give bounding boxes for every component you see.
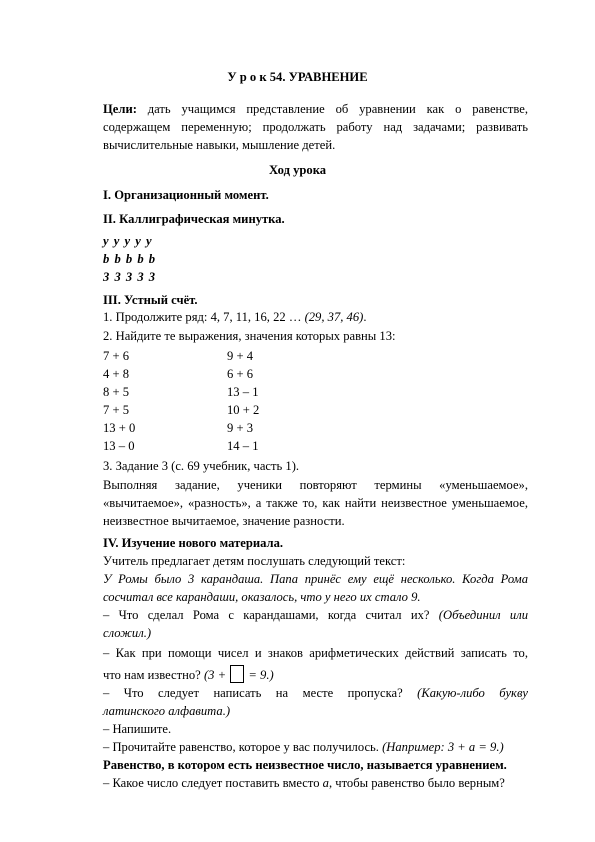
section-4-heading: IV. Изучение нового материала. [103, 536, 284, 550]
equation-definition: Равенство, в котором есть неизвестное число, называется уравнением. [103, 758, 507, 772]
question-5-answer: (Например: 3 + а = 9.) [382, 740, 504, 754]
question-6-start: – Какое число следует поставить вместо [103, 776, 323, 790]
section-1-heading: I. Организационный момент. [103, 188, 269, 202]
question-3-text: – Что следует написать на месте пропуска? [103, 686, 418, 700]
question-6 [103, 775, 505, 791]
expression-left: 4 + 8 [103, 367, 129, 381]
task-1-answer: (29, 37, 46) [304, 310, 364, 324]
task-3-desc-line: «вычитаемое», «разность», а также то, как найти неизвестное уменьшаемое, [103, 496, 528, 510]
story-line: У Ромы было 3 карандаша. Папа принёс ему ещё несколько. Когда Рома [103, 572, 528, 586]
expression-right: 13 – 1 [227, 385, 259, 399]
goals-line-3: вычислительные навыки, мышление детей. [103, 138, 336, 152]
section-3-heading: III. Устный счёт. [103, 293, 198, 307]
expression-right: 9 + 4 [227, 349, 253, 363]
question-4: – Напишите. [103, 722, 172, 736]
task-3: 3. Задание 3 (с. 69 учебник, часть 1). [103, 459, 300, 473]
expression-left: 13 + 0 [103, 421, 136, 435]
expression-right: 10 + 2 [227, 403, 260, 417]
equation-end: = 9.) [245, 668, 274, 682]
question-2-text: что нам известно? [103, 668, 204, 682]
goals-text: дать учащимся представление об уравнении как о равенстве, [136, 102, 528, 116]
story-line: сосчитал все карандаши, оказалось, что у него их стало 9. [103, 590, 421, 604]
expression-left: 8 + 5 [103, 385, 129, 399]
task-1-text: 1. Продолжите ряд: 4, 7, 11, 16, 22 … [103, 310, 305, 324]
goals-line-2: содержащем переменную; продолжать работу над задачами; развивать [103, 120, 528, 134]
calligraphy-row: 3 3 3 3 3 [103, 270, 157, 284]
calligraphy-row: b b b b b [103, 252, 157, 266]
question-5 [103, 739, 504, 755]
goals-line-1 [103, 101, 528, 117]
question-6-end: , чтобы равенство было верным? [328, 776, 505, 790]
expression-left: 7 + 6 [103, 349, 129, 363]
task-3-desc-line: Выполняя задание, ученики повторяют термины «уменьшаемое», [103, 478, 528, 492]
question-2-line-1: – Как при помощи чисел и знаков арифметических действий записать то, [103, 646, 528, 660]
question-3-answer: (Какую-либо букву [417, 686, 529, 700]
expression-right: 14 – 1 [227, 439, 259, 453]
question-3 [103, 685, 528, 701]
equation-start: (3 + [203, 668, 230, 682]
question-1-text: – Что сделал Рома с карандашами, когда считал их? [103, 608, 439, 622]
course-heading: Ход урока [268, 163, 327, 177]
expression-right: 9 + 3 [227, 421, 253, 435]
section-2-heading: II. Каллиграфическая минутка. [103, 212, 285, 226]
expression-left: 13 – 0 [103, 439, 135, 453]
task-3-desc-line: неизвестное вычитаемое, значение разности. [103, 514, 345, 528]
lesson-title: У р о к 54. УРАВНЕНИЕ [227, 70, 368, 84]
question-5-text: – Прочитайте равенство, которое у вас получилось. [103, 740, 383, 754]
expression-left: 7 + 5 [103, 403, 129, 417]
task-1-end: . [363, 310, 367, 324]
question-1 [103, 607, 528, 623]
task-2: 2. Найдите те выражения, значения которых равны 13: [103, 329, 396, 343]
calligraphy-row: у у у у у [103, 234, 153, 248]
variable-a: а [322, 776, 329, 790]
task-1 [103, 309, 366, 325]
question-1-answer: (Объединил или [438, 608, 528, 622]
question-3-answer-cont: латинского алфавита.) [103, 704, 231, 718]
question-2-line-2 [103, 665, 274, 683]
blank-box [230, 665, 244, 683]
question-1-answer-cont: сложил.) [103, 626, 152, 640]
teacher-intro: Учитель предлагает детям послушать следующий текст: [103, 554, 406, 568]
goals-label: Цели: [103, 102, 137, 116]
expression-right: 6 + 6 [227, 367, 253, 381]
